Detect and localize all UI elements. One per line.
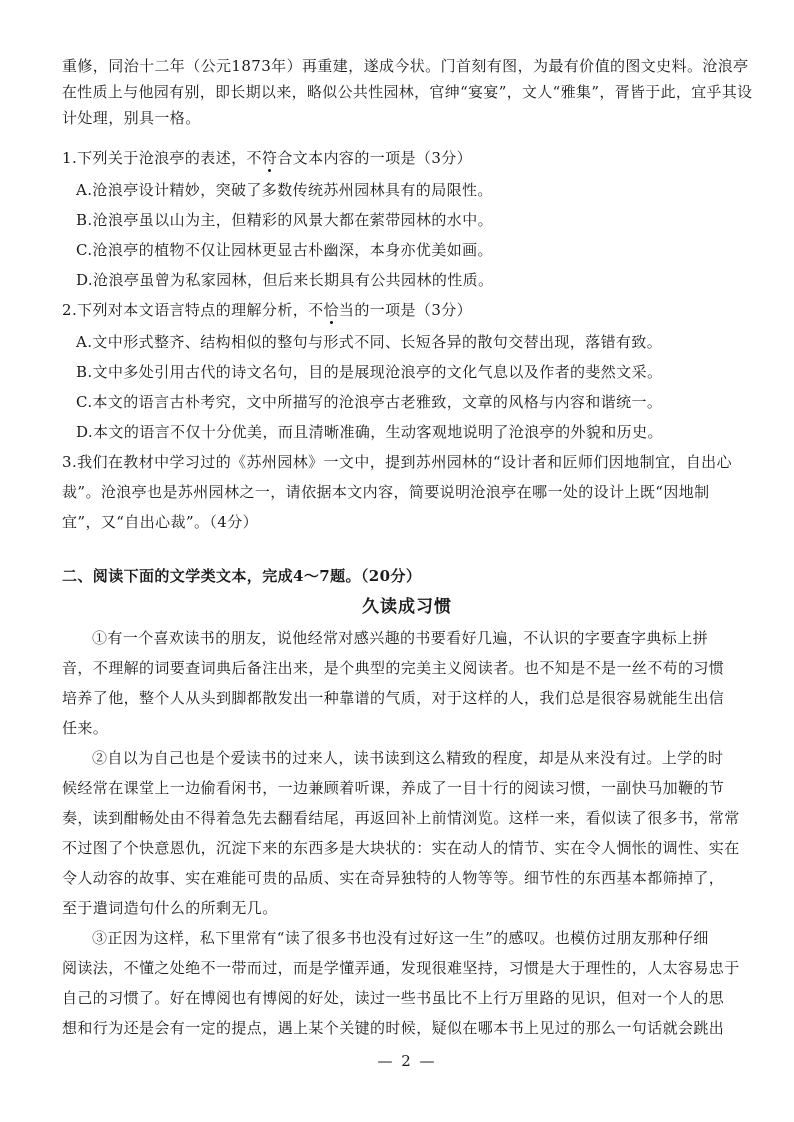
paragraph-line: ①有一个喜欢读书的朋友，说他经常对感兴趣的书要看好几遍，不认识的字要查字典标上拼 — [92, 629, 709, 647]
paragraph-line: 不过图了个快意恩仇，沉淀下来的东西多是大块状的：实在动人的情节、实在令人惆怅的调性、实在 — [62, 839, 740, 857]
question-1-option-d: D.沧浪亭虽曾为私家园林，但后来长期具有公共园林的性质。 — [76, 271, 494, 289]
question-2-option-b: B.文中多处引用古代的诗文名句，目的是展现沧浪亭的文化气息以及作者的斐然文采。 — [76, 363, 663, 381]
paragraph-line: 任来。 — [62, 719, 109, 737]
question-2-option-d: D.本文的语言不仅十分优美，而且清晰准确，生动客观地说明了沧浪亭的外貌和历史。 — [76, 423, 663, 441]
paragraph-line: 音，不理解的词要查词典后备注出来，是个典型的完美主义阅读者。也不知是不是一丝不苟的习惯 — [62, 659, 725, 677]
question-2-option-a: A.文中形式整齐、结构相似的整句与形式不同、长短各异的散句交替出现，落错有致。 — [76, 333, 663, 351]
question-1-option-b: B.沧浪亭虽以山为主，但精彩的风景大都在萦带园林的水中。 — [76, 211, 493, 229]
paragraph-line: ③正因为这样，私下里常有“读了很多书也没有过好这一生”的感叹。也模仿过朋友那种仔细 — [92, 929, 709, 947]
intro-line: 重修，同治十二年（公元1873年）再重建，遂成今状。门首刻有图，为最有价值的图文史料。沧浪亭 — [62, 57, 749, 75]
paragraph-line: 至于遣词造句什么的所剩无几。 — [62, 899, 278, 917]
intro-line: 在性质上与他园有别，即长期以来，略似公共性园林，官绅“宴宴”，文人“雅集”，胥皆于此，宜乎其设 — [62, 83, 753, 101]
question-2-option-c: C.本文的语言古朴考究，文中所描写的沧浪亭古老雅致，文章的风格与内容和谐统一。 — [76, 393, 663, 411]
question-3-stem: 裁”。沧浪亭也是苏州园林之一，请依据本文内容，简要说明沧浪亭在哪一处的设计上既“因地制 — [62, 483, 710, 501]
question-2-stem: 2.下列对本文语言特点的理解分析，不恰当的一项是（3分） — [62, 301, 473, 319]
page-number: — 2 — — [377, 1052, 437, 1070]
emphasis-dotted: 不符合 — [246, 149, 293, 167]
emphasis-dotted: 不恰当 — [308, 301, 355, 319]
question-1-option-c: C.沧浪亭的植物不仅让园林更显古朴幽深，本身亦优美如画。 — [76, 241, 493, 259]
paragraph-line: 想和行为还是会有一定的提点，遇上某个关键的时候，疑似在哪本书上见过的那么一句话就会跳出 — [62, 1019, 725, 1037]
question-3-stem: 宜”，又“自出心裁”。（4分） — [62, 513, 259, 531]
question-1-stem: 1.下列关于沧浪亭的表述，不符合文本内容的一项是（3分） — [62, 149, 473, 167]
question-1-option-a: A.沧浪亭设计精妙，突破了多数传统苏州园林具有的局限性。 — [76, 181, 493, 199]
paragraph-line: 阅读法，不懂之处绝不一带而过，而是学懂弄通，发现很难坚持，习惯是大于理性的，人太容易忠于 — [62, 959, 740, 977]
paragraph-line: 奏，读到酣畅处由不得着急先去翻看结尾，再返回补上前情浏览。这样一来，看似读了很多书，常常 — [62, 809, 740, 827]
paragraph-line: 自己的习惯了。好在博阅也有博阅的好处，读过一些书虽比不上行万里路的见识，但对一个人的思 — [62, 989, 725, 1007]
paragraph-line: 培养了他，整个人从头到脚都散发出一种靠谱的气质，对于这样的人，我们总是很容易就能生出信 — [62, 689, 725, 707]
paragraph-line: ②自以为自己也是个爱读书的过来人，读书读到这么精致的程度，却是从来没有过。上学的时 — [92, 749, 724, 767]
intro-line: 计处理，别具一格。 — [62, 109, 201, 127]
question-3-stem: 3.我们在教材中学习过的《苏州园林》一文中，提到苏州园林的“设计者和匠师们因地制宜，自出心 — [62, 453, 732, 471]
paragraph-line: 令人动容的故事、实在难能可贵的品质、实在奇异独特的人物等等。细节性的东西基本都筛掉了， — [62, 869, 725, 887]
article-title: 久读成习惯 — [362, 597, 452, 617]
section-heading: 二、阅读下面的文学类文本，完成4～7题。（20分） — [62, 567, 422, 585]
paragraph-line: 候经常在课堂上一边偷看闲书，一边兼顾着听课，养成了一目十行的阅读习惯，一副快马加鞭的节 — [62, 779, 725, 797]
